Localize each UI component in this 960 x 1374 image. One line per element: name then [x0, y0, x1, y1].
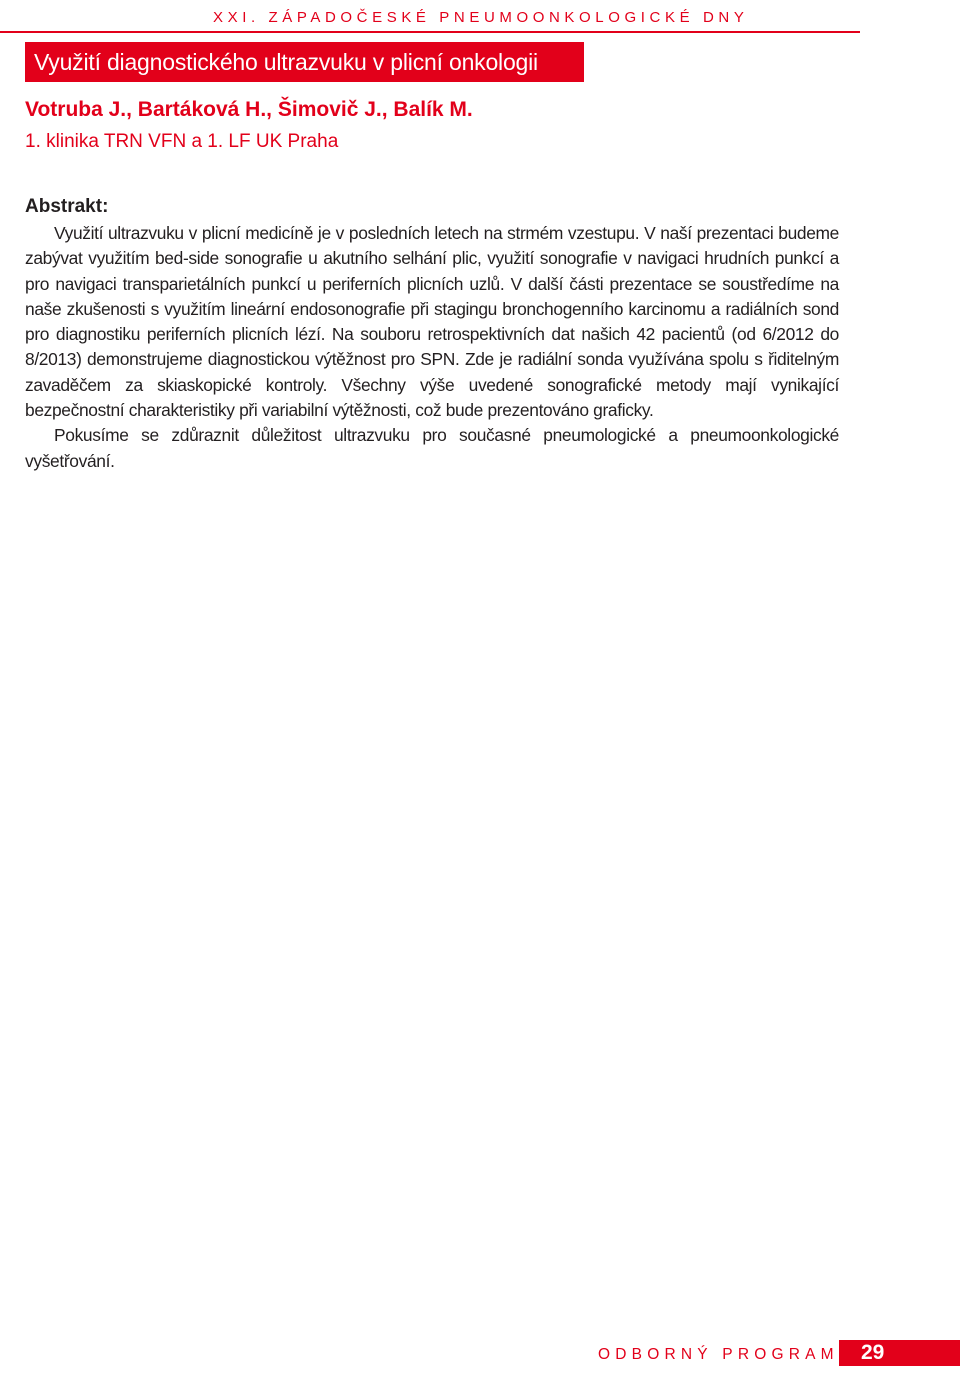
author-list: Votruba J., Bartáková H., Šimovič J., Balík M. — [25, 98, 473, 121]
affiliation: 1. klinika TRN VFN a 1. LF UK Praha — [25, 131, 339, 152]
conference-header: XXI. ZÁPADOČESKÉ PNEUMOONKOLOGICKÉ DNY — [213, 9, 749, 26]
abstract-paragraph: Využití ultrazvuku v plicní medicíně je v posledních letech na strmém vzestupu. V naší prezentaci budeme zabývat využitím bed-side sonografie u akutního selhání plic, využití sonografie v navigaci hrudních punkcí a pro navigaci transparietálních punkcí u periferních plicních uzlů. V další části prezentace se soustředíme na naše zkušenosti s využitím lineární endosonografie při stagingu bronchogenního karcinomu a radiálních sond pro diagnostiku periferních plicních lézí. Na souboru retrospektivních dat našich 42 pacientů (od 6/2012 do 8/2013) demonstrujeme diagnostickou výtěžnost pro SPN. Zde je radiální sonda využívána spolu s řiditelným zavaděčem za skiaskopické kontroly. Všechny výše uvedené sonografické metody mají vynikající bezpečnostní charakteristiky při variabilní výtěžnosti, což bude prezentováno graficky. — [25, 223, 839, 421]
article-title: Využití diagnostického ultrazvuku v plicní onkologii — [34, 49, 538, 75]
abstract-paragraph: Pokusíme se zdůraznit důležitost ultrazvuku pro současné pneumologické a pneumoonkologické vyšetřování. — [25, 425, 839, 471]
abstract-body — [25, 221, 839, 474]
footer-section-label: ODBORNÝ PROGRAM — [598, 1346, 839, 1363]
page-number: 29 — [861, 1341, 885, 1364]
title-banner — [25, 42, 584, 82]
page-number-badge — [839, 1340, 960, 1366]
header-divider — [0, 31, 860, 33]
abstract-heading: Abstrakt: — [25, 196, 109, 217]
